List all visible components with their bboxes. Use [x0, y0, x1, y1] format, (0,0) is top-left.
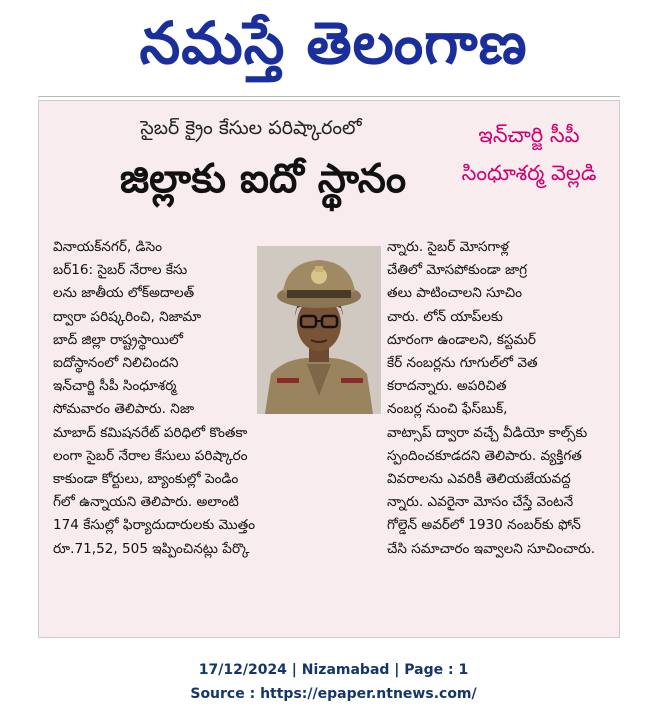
- article-text-line: కేర్ నంబర్లను గూగుల్‌లో వెత: [387, 355, 538, 371]
- article-text-line: ఇన్‌చార్జి సీపీ సింధూశర్మ: [53, 378, 177, 395]
- article-subhead-line1: ఇన్‌చార్జి సీపీ: [478, 123, 580, 147]
- article-text-line: లను జాతీయ లోక్‌అదాలత్: [53, 285, 195, 302]
- article-text-line: న్నారు. ఎవరైనా మోసం చేస్తే వెంటనే: [387, 494, 574, 511]
- article-text-line: న్నారు. సైబర్ మోసగాళ్ల: [387, 239, 509, 255]
- article-headline: జిల్లాకు ఐదో స్థానం: [119, 156, 407, 202]
- article-text-line: రూ.71,52, 505 ఇప్పించినట్లు పేర్కొ: [53, 540, 250, 557]
- news-clipping: [38, 100, 620, 638]
- article-text-line: ద్వారా పరిష్కరించి, నిజామా: [53, 308, 202, 325]
- article-text-line: చేసి సమాచారం ఇవ్వాలని సూచించారు.: [387, 540, 596, 557]
- article-text-line: వినాయక్‌నగర్, డిసెం: [53, 239, 163, 255]
- article-text-line: వాట్సాప్ ద్వారా వచ్చే వీడియో కాల్స్‌కు: [387, 424, 588, 441]
- article-subhead-line2: సింధూశర్మ వెల్లడి: [461, 161, 597, 185]
- officer-photo: [257, 246, 381, 414]
- article-text-line: కాకుండా కోర్టులు, బ్యాంకుల్లో పెండిం: [53, 471, 239, 487]
- article-text-line: బాద్ జిల్లా రాష్ట్రస్థాయిలో: [53, 331, 183, 348]
- article-text-line: చేతిలో మోసపోకుండా జాగ్ర: [387, 262, 528, 279]
- article-text-line: సోమవారం తెలిపారు. నిజా: [53, 401, 195, 418]
- article-text-line: బర్16: సైబర్ నేరాల కేసు: [53, 262, 188, 279]
- article-text-line: వివరాలను ఎవరికీ తెలియజేయవద్ద: [387, 471, 571, 487]
- article-text-line: మాబాద్ కమిషనరేట్ పరిధిలో కొంతకా: [53, 424, 248, 441]
- article-text-line: దూరంగా ఉండాలని, కస్టమర్: [387, 331, 536, 348]
- article-text-line: 174 కేసుల్లో ఫిర్యాదుదారులకు మొత్తం: [53, 517, 256, 534]
- article-text-line: స్పందించకూడదని తెలిపారు. వ్యక్తిగత: [387, 447, 582, 464]
- footer-edition-info: 17/12/2024 | Nizamabad | Page : 1: [198, 662, 469, 678]
- article-kicker: సైబర్ క్రైం కేసుల పరిష్కారంలో: [140, 117, 362, 139]
- article-text-line: లంగా సైబర్ నేరాల కేసులు పరిష్కారం: [53, 447, 248, 464]
- article-text-line: ఐదోస్థానంలో నిలిచిందని: [53, 355, 179, 371]
- article-text-line: కరాదన్నారు. అపరిచిత: [387, 378, 507, 395]
- footer-source: Source : https://epaper.ntnews.com/: [190, 686, 477, 702]
- article-text-line: గోల్డెన్ అవర్‌లో 1930 నంబర్‌కు ఫోన్: [387, 517, 581, 534]
- article-text-line: గ్‌లో ఉన్నాయని తెలిపారు. అలాంటి: [53, 494, 239, 511]
- article-text-line: నంబర్ల నుంచి ఫేస్‌బుక్,: [387, 401, 508, 418]
- article-text-line: చారు. లోన్ యాప్‌లకు: [387, 308, 503, 325]
- masthead-divider: [38, 96, 620, 97]
- article-text-line: తలు పాటించాలని సూచిం: [387, 285, 523, 302]
- newspaper-masthead: నమస్తే తెలంగాణ: [139, 9, 528, 77]
